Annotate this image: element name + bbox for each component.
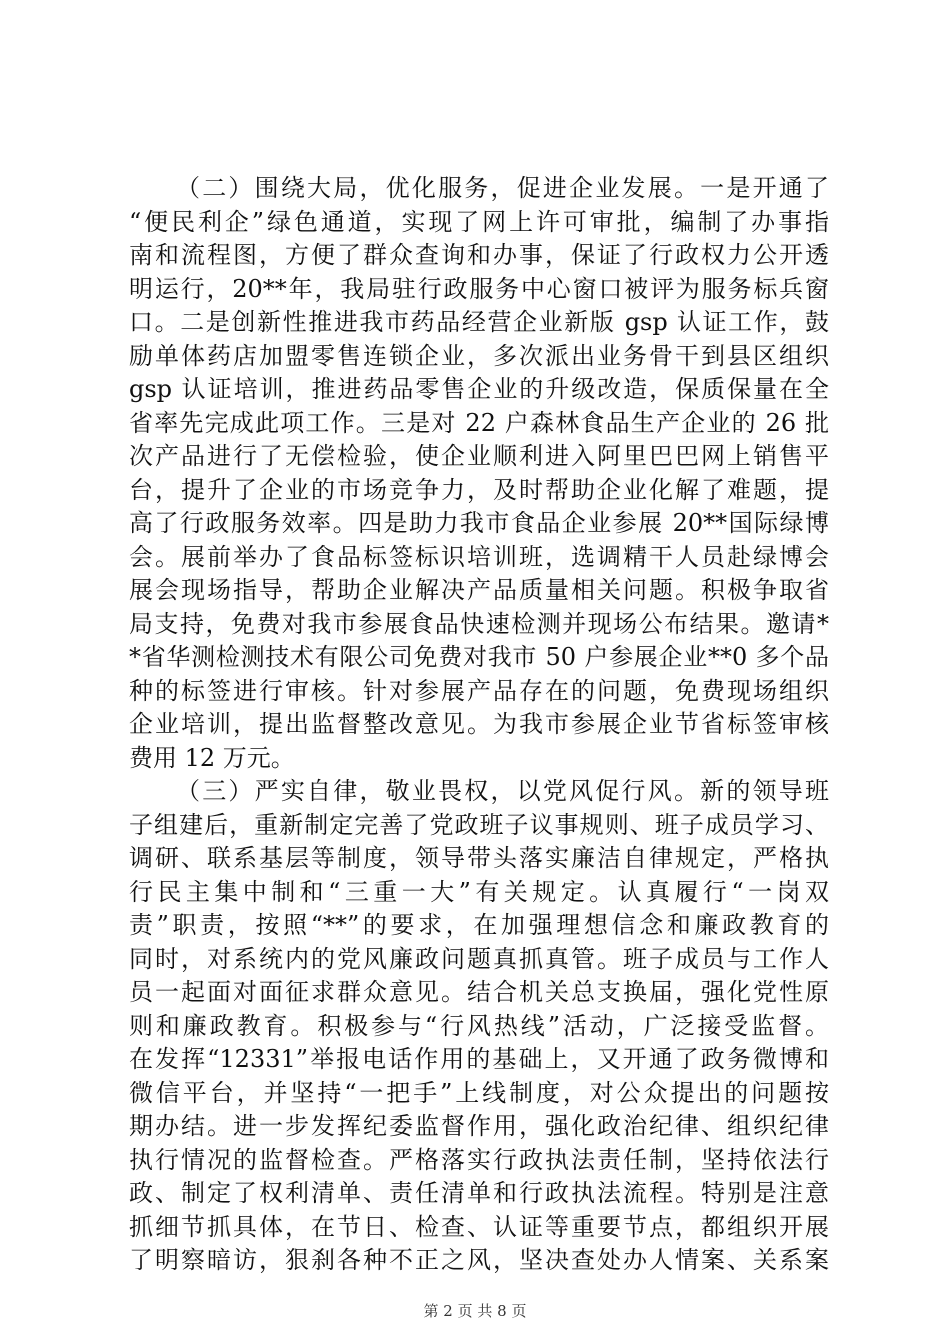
text-line: 抓细节抓具体，在节日、检查、认证等重要节点，都组织开展 [129, 1212, 829, 1241]
text-line: 省率先完成此项工作。三是对 22 户森林食品生产企业的 26 批 [129, 408, 829, 437]
document-body [129, 172, 829, 1278]
text-line: 局支持，免费对我市参展食品快速检测并现场公布结果。邀请* [129, 609, 829, 638]
text-line: 期办结。进一步发挥纪委监督作用，强化政治纪律、组织纪律 [129, 1112, 829, 1140]
page-footer [0, 1301, 950, 1321]
text-line: （三）严实自律，敬业畏权，以党风促行风。新的领导班 [176, 777, 829, 805]
text-line: 台，提升了企业的市场竞争力，及时帮助企业化解了难题，提 [129, 475, 829, 504]
text-line: 次产品进行了无偿检验，使企业顺利进入阿里巴巴网上销售平 [129, 442, 829, 470]
text-line: 会。展前举办了食品标签标识培训班，选调精干人员赴绿博会 [129, 542, 829, 571]
text-line: “便民利企”绿色通道，实现了网上许可审批，编制了办事指 [129, 207, 829, 236]
text-line: 费用 12 万元。 [129, 743, 295, 772]
text-line: 执行情况的监督检查。严格落实行政执法责任制，坚持依法行 [129, 1145, 829, 1174]
text-line: 政、制定了权利清单、责任清单和行政执法流程。特别是注意 [129, 1179, 829, 1207]
text-line: 了明察暗访，狠刹各种不正之风，坚决查处办人情案、关系案 [129, 1246, 829, 1274]
text-line: *省华测检测技术有限公司免费对我市 50 户参展企业**0 多个品 [129, 643, 829, 671]
text-line: 展会现场指导，帮助企业解决产品质量相关问题。积极争取省 [129, 576, 829, 604]
text-line: 口。二是创新性推进我市药品经营企业新版 gsp 认证工作，鼓 [129, 308, 829, 336]
text-line: 高了行政服务效率。四是助力我市食品企业参展 20**国际绿博 [129, 509, 829, 537]
page-number-label: 第 2 页 共 8 页 [423, 1302, 527, 1320]
text-line: 行民主集中制和“三重一大”有关规定。认真履行“一岗双 [129, 877, 829, 906]
text-line: 南和流程图，方便了群众查询和办事，保证了行政权力公开透 [129, 241, 829, 269]
text-line: 企业培训，提出监督整改意见。为我市参展企业节省标签审核 [129, 710, 829, 738]
text-line: 种的标签进行审核。针对参展产品存在的问题，免费现场组织 [129, 676, 829, 705]
text-line: 在发挥“12331”举报电话作用的基础上，又开通了政务微博和 [129, 1045, 829, 1073]
text-line: 调研、联系基层等制度，领导带头落实廉洁自律规定，严格执 [129, 844, 829, 872]
text-line: 明运行，20**年，我局驻行政服务中心窗口被评为服务标兵窗 [129, 274, 829, 303]
text-line: 励单体药店加盟零售连锁企业，多次派出业务骨干到县区组织 [129, 341, 829, 370]
text-line: gsp 认证培训，推进药品零售企业的升级改造，保质保量在全 [129, 375, 829, 403]
text-line: 同时，对系统内的党风廉政问题真抓真管。班子成员与工作人 [129, 944, 829, 973]
text-line: 员一起面对面征求群众意见。结合机关总支换届，强化党性原 [129, 978, 829, 1006]
text-line: （二）围绕大局，优化服务，促进企业发展。一是开通了 [176, 174, 829, 202]
text-line: 则和廉政教育。积极参与“行风热线”活动，广泛接受监督。 [129, 1011, 829, 1040]
text-line: 子组建后，重新制定完善了党政班子议事规则、班子成员学习、 [129, 810, 829, 839]
text-line: 微信平台，并坚持“一把手”上线制度，对公众提出的问题按 [129, 1078, 829, 1107]
text-line: 责”职责，按照“**”的要求，在加强理想信念和廉政教育的 [129, 911, 829, 939]
